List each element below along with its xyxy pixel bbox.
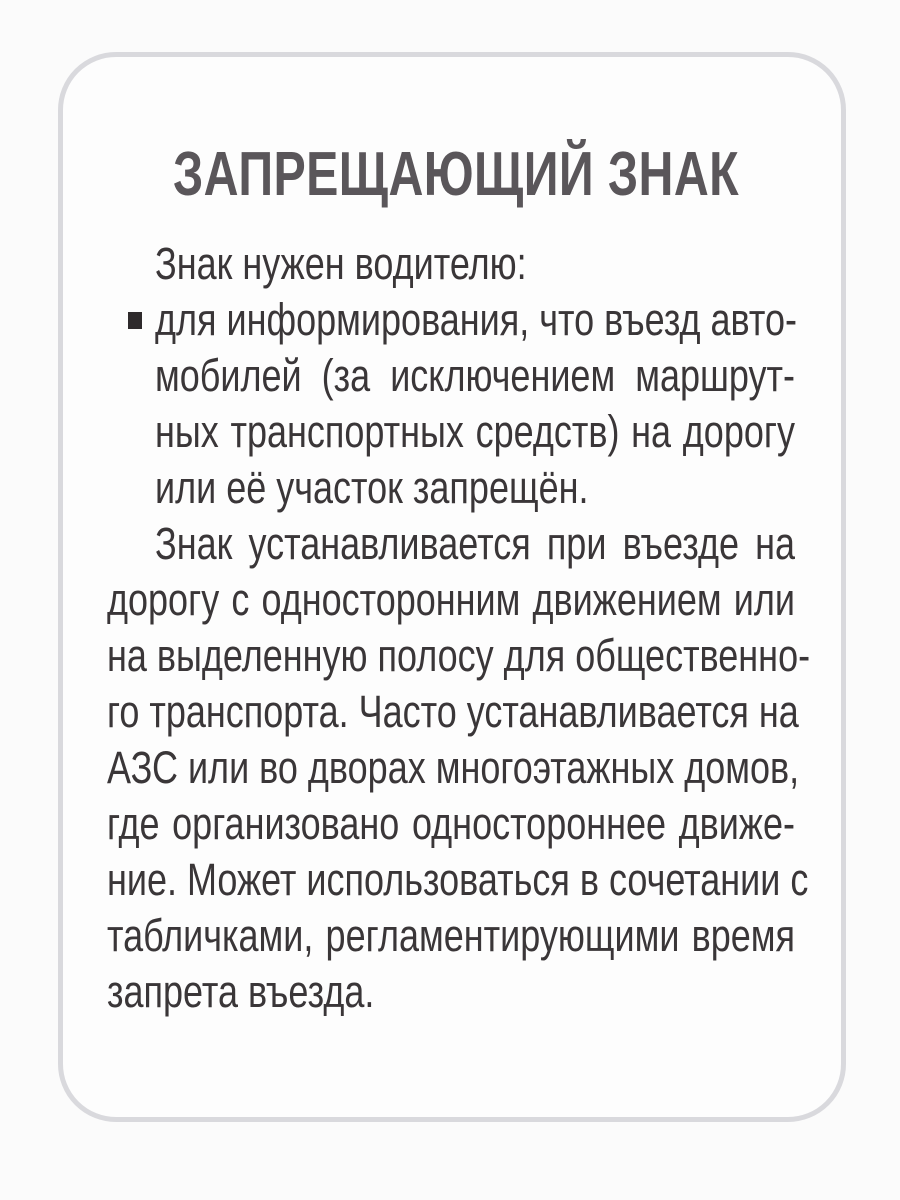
paragraph-line: Знак устанавливается при въезде на [155,518,795,569]
paragraph-line: запрета въезда. [107,966,375,1017]
paragraph-line: табличками, регламентирующими время [107,910,795,961]
bullet-line: или её участок запрещён. [155,462,589,513]
intro-line: Знак нужен водителю: [155,238,527,289]
paragraph-line: где организовано одностороннее движе- [107,798,795,849]
bullet-line: ных транспортных средств) на дорогу [155,406,795,457]
paragraph-line: дорогу с односторонним движением или [107,574,795,625]
paragraph-line: на выделенную полосу для общественно- [107,630,811,681]
bullet-line: для информирования, что въезд авто- [155,294,797,345]
paragraph-line: ние. Может использоваться в сочетании с [107,854,809,905]
bullet-line: мобилей (за исключением маршрут- [155,350,795,401]
card-title: ЗАПРЕЩАЮЩИЙ ЗНАК [173,140,740,209]
paragraph-line: АЗС или во дворах многоэтажных домов, [107,742,800,793]
paragraph-line: го транспорта. Часто устанавливается на [107,686,799,737]
square-bullet-icon [128,312,142,329]
